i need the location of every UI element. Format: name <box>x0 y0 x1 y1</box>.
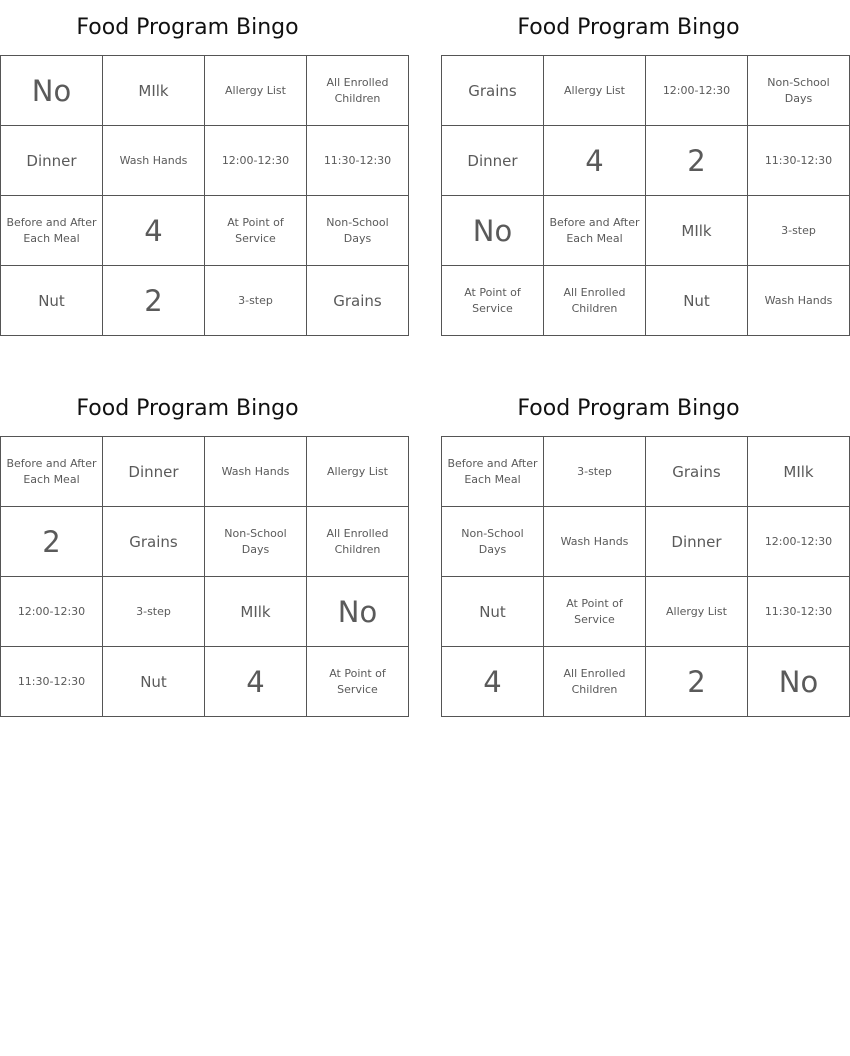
bingo-cell: All Enrolled Children <box>544 647 646 717</box>
bingo-row <box>1 507 409 577</box>
bingo-cell: 12:00-12:30 <box>1 577 103 647</box>
bingo-cell: Non-School Days <box>205 507 307 577</box>
bingo-cell: Dinner <box>103 437 205 507</box>
bingo-row <box>442 647 850 717</box>
bingo-cell: Nut <box>442 577 544 647</box>
bingo-grid <box>441 55 850 336</box>
bingo-row <box>442 56 850 126</box>
bingo-cell: Allergy List <box>205 56 307 126</box>
card-title: Food Program Bingo <box>76 396 299 421</box>
bingo-row <box>1 126 409 196</box>
bingo-cell: All Enrolled Children <box>544 266 646 336</box>
bingo-cell: MIlk <box>646 196 748 266</box>
bingo-cell: At Point of Service <box>544 577 646 647</box>
bingo-cell: 11:30-12:30 <box>748 577 850 647</box>
bingo-cell: 11:30-12:30 <box>1 647 103 717</box>
bingo-cell: Before and After Each Meal <box>1 437 103 507</box>
bingo-cell: Nut <box>103 647 205 717</box>
bingo-grid <box>441 436 850 717</box>
bingo-cell: Wash Hands <box>544 507 646 577</box>
bingo-cell: 12:00-12:30 <box>205 126 307 196</box>
bingo-cell: Nut <box>1 266 103 336</box>
bingo-grid <box>0 55 409 336</box>
bingo-cell: Grains <box>103 507 205 577</box>
bingo-cell: Before and After Each Meal <box>442 437 544 507</box>
bingo-cell: Grains <box>646 437 748 507</box>
bingo-cell: At Point of Service <box>205 196 307 266</box>
bingo-cell: At Point of Service <box>442 266 544 336</box>
bingo-row <box>442 126 850 196</box>
bingo-cell: 3-step <box>748 196 850 266</box>
bingo-cell: 2 <box>103 266 205 336</box>
bingo-cell: Before and After Each Meal <box>544 196 646 266</box>
bingo-row <box>1 266 409 336</box>
card-title: Food Program Bingo <box>76 15 299 40</box>
bingo-cell: 12:00-12:30 <box>748 507 850 577</box>
bingo-cell: Nut <box>646 266 748 336</box>
bingo-cell: Wash Hands <box>205 437 307 507</box>
bingo-row <box>1 577 409 647</box>
bingo-row <box>1 647 409 717</box>
bingo-cell: MIlk <box>103 56 205 126</box>
bingo-cell: Dinner <box>442 126 544 196</box>
bingo-cell: No <box>307 577 409 647</box>
bingo-cell: Before and After Each Meal <box>1 196 103 266</box>
bingo-cell: Grains <box>442 56 544 126</box>
bingo-row <box>442 196 850 266</box>
bingo-cell: MIlk <box>205 577 307 647</box>
bingo-cell: 4 <box>442 647 544 717</box>
bingo-cell: Allergy List <box>544 56 646 126</box>
bingo-row <box>442 437 850 507</box>
bingo-cell: Non-School Days <box>307 196 409 266</box>
bingo-cell: 3-step <box>205 266 307 336</box>
bingo-cell: Allergy List <box>307 437 409 507</box>
bingo-cell: Wash Hands <box>748 266 850 336</box>
bingo-cell: 11:30-12:30 <box>307 126 409 196</box>
bingo-row <box>1 56 409 126</box>
bingo-cell: All Enrolled Children <box>307 507 409 577</box>
bingo-cell: All Enrolled Children <box>307 56 409 126</box>
bingo-cell: At Point of Service <box>307 647 409 717</box>
bingo-cell: 3-step <box>103 577 205 647</box>
bingo-cell: Dinner <box>1 126 103 196</box>
bingo-row <box>442 577 850 647</box>
bingo-cell: No <box>442 196 544 266</box>
bingo-cell: Non-School Days <box>442 507 544 577</box>
bingo-cell: 2 <box>646 126 748 196</box>
bingo-cell: Allergy List <box>646 577 748 647</box>
bingo-row <box>442 507 850 577</box>
bingo-cell: 2 <box>646 647 748 717</box>
card-title: Food Program Bingo <box>517 15 740 40</box>
bingo-cell: 11:30-12:30 <box>748 126 850 196</box>
bingo-cell: 2 <box>1 507 103 577</box>
bingo-cell: Grains <box>307 266 409 336</box>
bingo-cell: 4 <box>544 126 646 196</box>
bingo-cell: Wash Hands <box>103 126 205 196</box>
bingo-cell: 12:00-12:30 <box>646 56 748 126</box>
bingo-cell: 3-step <box>544 437 646 507</box>
bingo-cell: 4 <box>103 196 205 266</box>
bingo-row <box>1 437 409 507</box>
bingo-row <box>442 266 850 336</box>
bingo-cell: MIlk <box>748 437 850 507</box>
bingo-grid <box>0 436 409 717</box>
bingo-cell: No <box>748 647 850 717</box>
bingo-cell: No <box>1 56 103 126</box>
bingo-cell: Non-School Days <box>748 56 850 126</box>
bingo-cell: Dinner <box>646 507 748 577</box>
bingo-row <box>1 196 409 266</box>
bingo-cell: 4 <box>205 647 307 717</box>
card-title: Food Program Bingo <box>517 396 740 421</box>
